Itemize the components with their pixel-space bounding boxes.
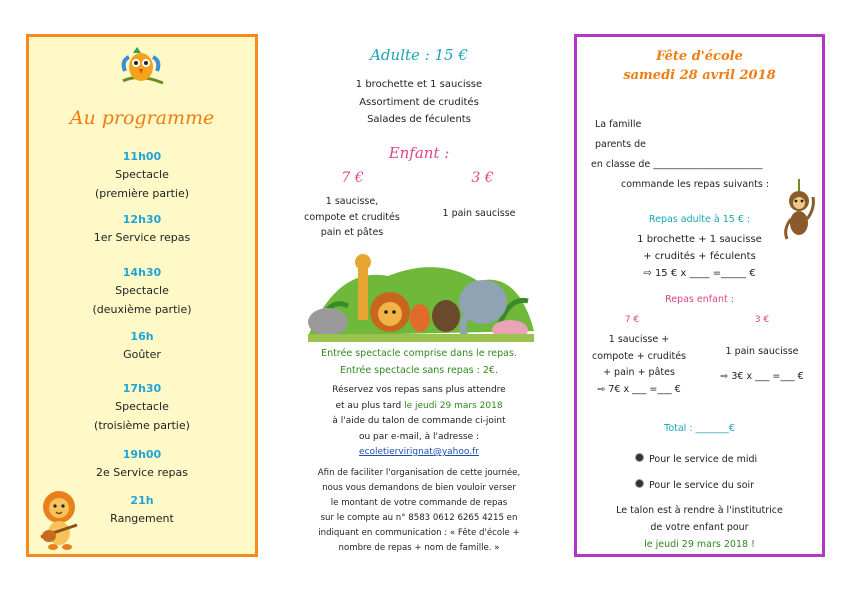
program-line: 2e Service repas (96, 466, 188, 479)
program-line: 1er Service repas (93, 231, 191, 244)
program-time: 11h00 (122, 150, 162, 163)
reservation-text: et au plus tard (335, 400, 402, 411)
adult-order-line: + crudités + féculents (643, 251, 756, 262)
child-order-line: 1 saucisse + (608, 334, 670, 345)
event-title: Fête d'école (656, 49, 743, 64)
program-item (29, 149, 255, 207)
payment-line: le montant de votre commande de repas (330, 498, 508, 508)
program-line: (troisième partie) (94, 419, 190, 432)
adult-menu-line: Salades de féculents (367, 114, 471, 125)
child-menu-1 (290, 194, 414, 241)
payment-info (284, 466, 554, 556)
program-line: Goûter (123, 348, 161, 361)
program-line: (première partie) (94, 187, 190, 200)
child-title: Enfant : (388, 144, 450, 162)
adult-title: Adulte : 15 € (370, 46, 468, 64)
adult-menu-line: 1 brochette et 1 saucisse (355, 79, 483, 90)
child-order-line: + pain + pâtes (603, 367, 675, 378)
reservation-line (284, 399, 554, 415)
program-time: 14h30 (122, 266, 162, 279)
child-order-calc[interactable]: ⇨ 3€ x ___ =___ € (720, 371, 804, 382)
adult-order-header: Repas adulte à 15 € : (648, 214, 751, 225)
child-menu-line: compote et crudités (304, 211, 400, 223)
family-field[interactable]: La famille (595, 119, 642, 130)
program-list (29, 149, 255, 528)
program-line: Spectacle (115, 284, 169, 297)
reservation-line: à l'aide du talon de commande ci-joint (332, 416, 506, 426)
radio-icon[interactable] (635, 479, 644, 488)
service-option-lunch[interactable] (635, 447, 757, 473)
parents-field[interactable]: parents de (595, 139, 646, 150)
radio-icon[interactable] (635, 453, 644, 462)
return-line: Le talon est à rendre à l'institutrice (616, 505, 783, 516)
order-total[interactable]: Total : _______€ (664, 423, 735, 434)
program-time: 21h (130, 494, 154, 507)
program-line: Spectacle (115, 168, 169, 181)
jungle-animals-illustration (298, 246, 540, 344)
menu-panel (284, 36, 554, 566)
child-menu-line: 1 pain saucisse (442, 208, 516, 219)
child-order-line: compote + crudités (591, 350, 687, 362)
return-instructions (577, 502, 822, 553)
entry-info-line: Entrée spectacle sans repas : 2€. (340, 365, 498, 376)
program-line: Rangement (110, 512, 174, 525)
program-line: (deuxième partie) (92, 303, 192, 316)
program-time: 19h00 (122, 448, 162, 461)
family-form (591, 115, 769, 195)
program-item (29, 265, 255, 329)
order-form-panel (574, 34, 825, 557)
adult-order (577, 231, 822, 282)
entry-info-line: Entrée spectacle comprise dans le repas. (321, 348, 517, 359)
payment-line: indiquant en communication : « Fête d'école + (318, 528, 520, 538)
child-order-calc[interactable]: ⇨ 7€ x ___ =___ € (597, 383, 681, 395)
adult-order-line: 1 brochette + 1 saucisse (637, 234, 762, 245)
class-field[interactable]: en classe de _______________________ (591, 159, 763, 170)
program-title: Au programme (69, 107, 215, 129)
child-menu-2 (424, 208, 534, 219)
child-price-2: 3 € (471, 170, 494, 186)
payment-line: nombre de repas + nom de famille. » (338, 543, 500, 553)
child-order-2 (703, 339, 821, 389)
return-deadline: le jeudi 29 mars 2018 ! (644, 539, 755, 550)
program-time: 17h30 (122, 382, 162, 395)
return-line: de votre enfant pour (650, 522, 749, 533)
program-item (29, 447, 255, 493)
child-order-header: Repas enfant : (665, 294, 734, 305)
adult-menu (284, 76, 554, 129)
service-option-label: Pour le service du soir (649, 480, 755, 491)
event-date: samedi 28 avril 2018 (623, 68, 776, 83)
child-menu-line: pain et pâtes (320, 227, 384, 238)
reservation-line: ou par e-mail, à l'adresse : (358, 431, 480, 442)
program-panel (26, 34, 258, 557)
service-option-dinner[interactable] (635, 473, 757, 499)
program-item (29, 381, 255, 447)
program-time: 12h30 (122, 213, 162, 226)
lion-guitar-icon (37, 489, 83, 551)
adult-menu-line: Assortiment de crudités (359, 96, 479, 108)
service-options (635, 447, 757, 499)
child-price-1: 7 € (341, 170, 364, 186)
program-line: Spectacle (115, 400, 169, 413)
reservation-date: le jeudi 29 mars 2018 (404, 400, 503, 411)
child-order-price-2: 3 € (754, 315, 770, 325)
email-link[interactable]: ecoletiervirignat@yahoo.fr (359, 447, 479, 457)
entry-info (284, 345, 554, 379)
reservation-info (284, 383, 554, 461)
parrot-icon (119, 43, 169, 89)
order-intro: commande les repas suivants : (621, 179, 770, 190)
adult-order-calc[interactable]: ⇨ 15 € x ____ =_____ € (643, 268, 756, 279)
reservation-line: Réservez vos repas sans plus attendre (332, 385, 506, 395)
payment-line: Afin de faciliter l'organisation de cette journée, (317, 468, 521, 478)
program-item (29, 207, 255, 265)
child-menu-line: 1 saucisse, (325, 196, 379, 207)
child-order-price-1: 7 € (624, 315, 640, 325)
program-time: 16h (130, 330, 154, 343)
service-option-label: Pour le service de midi (649, 454, 758, 465)
payment-line: nous vous demandons de bien vouloir verser (322, 483, 516, 493)
program-item (29, 329, 255, 381)
payment-line: sur le compte au n° 8583 0612 6265 4215 en (320, 513, 518, 523)
child-order-line: 1 pain saucisse (725, 346, 799, 357)
child-order-1 (579, 332, 699, 398)
